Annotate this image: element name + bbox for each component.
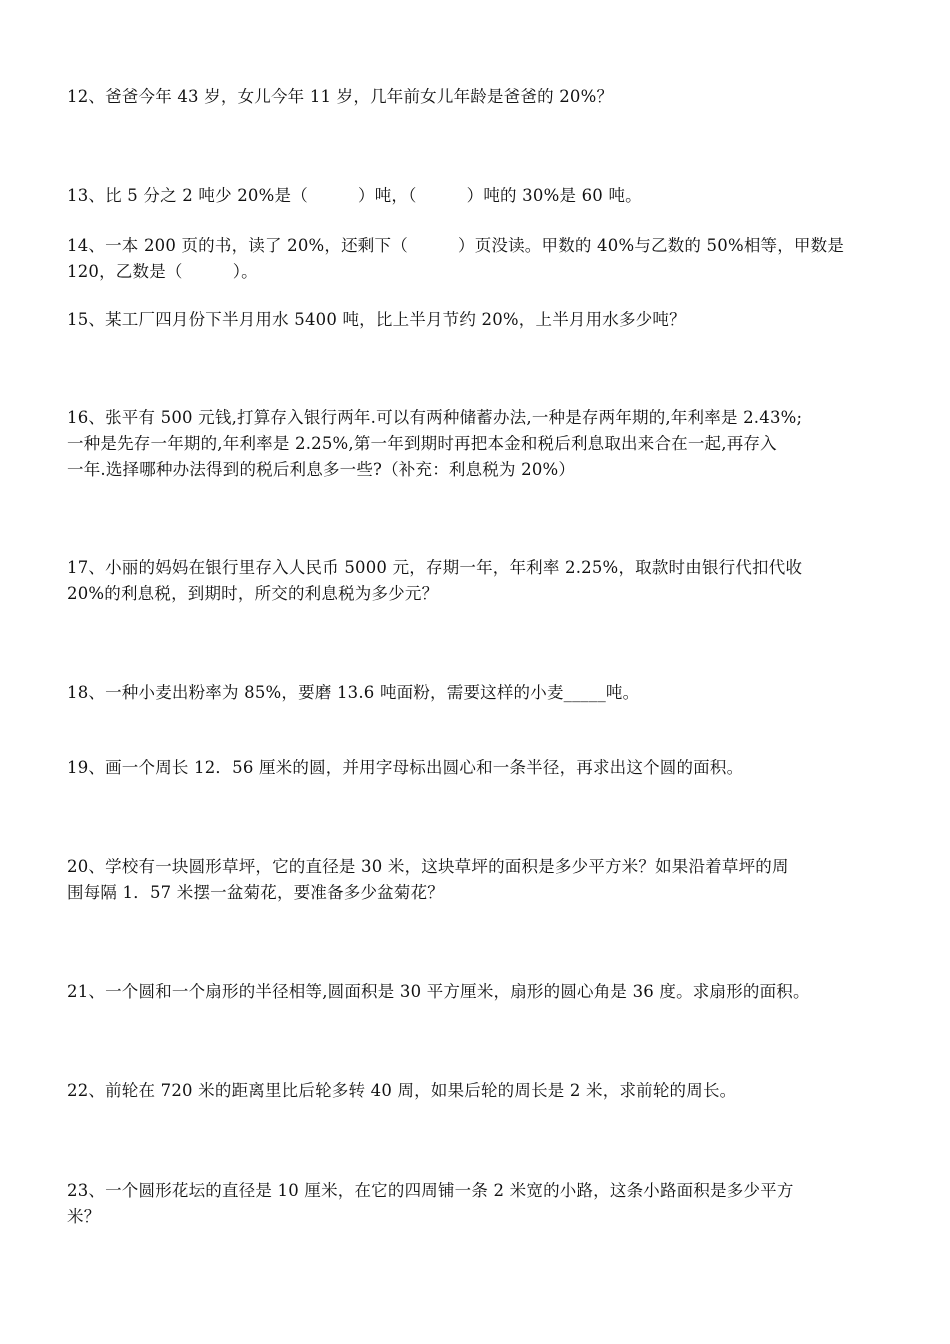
- question-19-line-1: 19、画一个周长 12．56 厘米的圆，并用字母标出圆心和一条半径，再求出这个圆的面积。: [67, 758, 744, 777]
- question-15-line-1: 15、某工厂四月份下半月用水 5400 吨，比上半月节约 20%，上半月用水多少吨？: [67, 310, 686, 329]
- question-23-line-2: 米？: [67, 1207, 101, 1226]
- question-21-line-1: 21、一个圆和一个扇形的半径相等,圆面积是 30 平方厘米，扇形的圆心角是 36 度。求扇形的面积。: [67, 982, 810, 1001]
- question-16-line-2: 一种是先存一年期的,年利率是 2.25%,第一年到期时再把本金和税后利息取出来合在一起,再存入: [67, 434, 777, 453]
- question-16-line-3: 一年.选择哪种办法得到的税后利息多一些?（补充：利息税为 20%）: [67, 460, 576, 479]
- question-14-line-1: 14、一本 200 页的书，读了 20%，还剩下（ ）页没读。甲数的 40%与乙数的 50%相等，甲数是: [67, 236, 845, 255]
- question-12-line-1: 12、爸爸今年 43 岁，女儿今年 11 岁，几年前女儿年龄是爸爸的 20%？: [67, 87, 614, 106]
- question-20: [67, 854, 897, 906]
- question-14: [67, 233, 897, 285]
- question-22: [67, 1078, 897, 1104]
- question-15: [67, 307, 897, 333]
- question-16-line-1: 16、张平有 500 元钱,打算存入银行两年.可以有两种储蓄办法,一种是存两年期的,年利率是 2.43%;: [67, 408, 803, 427]
- question-18-line-1: 18、一种小麦出粉率为 85%，要磨 13.6 吨面粉，需要这样的小麦_____吨。: [67, 683, 640, 702]
- question-17: [67, 555, 897, 607]
- question-16: [67, 405, 897, 483]
- question-21: [67, 979, 897, 1005]
- question-14-line-2: 120，乙数是（ ）。: [67, 262, 258, 281]
- question-22-line-1: 22、前轮在 720 米的距离里比后轮多转 40 周，如果后轮的周长是 2 米，求前轮的周长。: [67, 1081, 737, 1100]
- question-23: [67, 1178, 897, 1230]
- question-13: [67, 183, 897, 209]
- question-17-line-2: 20%的利息税，到期时，所交的利息税为多少元？: [67, 584, 439, 603]
- question-12: [67, 84, 897, 110]
- question-20-line-2: 围每隔 1．57 米摆一盆菊花，要准备多少盆菊花？: [67, 883, 444, 902]
- question-23-line-1: 23、一个圆形花坛的直径是 10 厘米，在它的四周铺一条 2 米宽的小路，这条小路面积是多少平方: [67, 1181, 794, 1200]
- question-20-line-1: 20、学校有一块圆形草坪，它的直径是 30 米，这块草坪的面积是多少平方米？如果沿着草坪的周: [67, 857, 789, 876]
- question-18: [67, 680, 897, 706]
- question-13-line-1: 13、比 5 分之 2 吨少 20%是（ ）吨，（ ）吨的 30%是 60 吨。: [67, 186, 642, 205]
- question-17-line-1: 17、小丽的妈妈在银行里存入人民币 5000 元，存期一年，年利率 2.25%，取款时由银行代扣代收: [67, 558, 803, 577]
- question-19: [67, 755, 897, 781]
